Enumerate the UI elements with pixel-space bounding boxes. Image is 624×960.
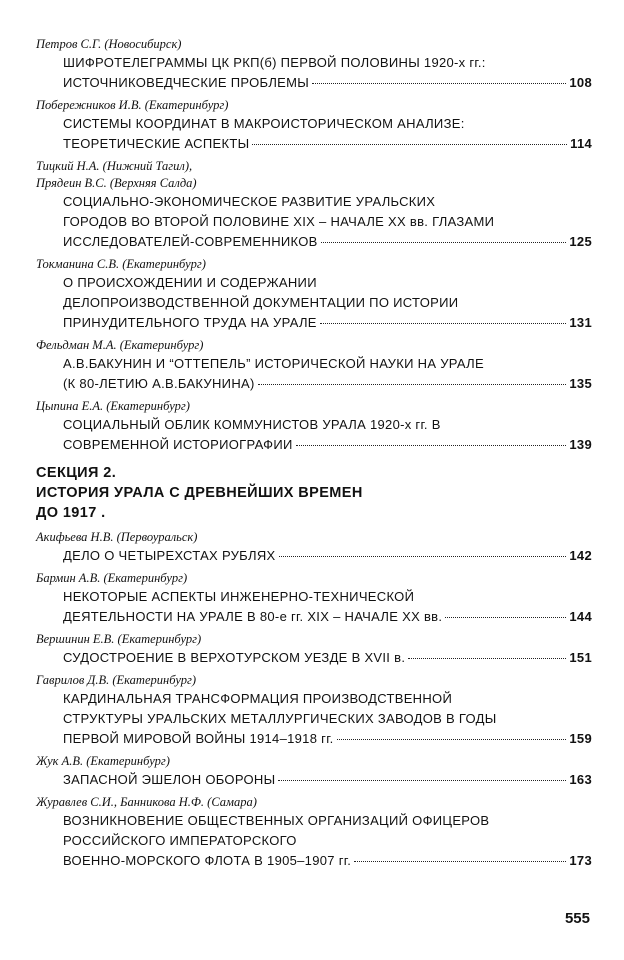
dot-leader xyxy=(354,861,566,862)
toc-entry xyxy=(36,529,592,566)
entry-title-line: (К 80-ЛЕТИЮ А.В.БАКУНИНА) xyxy=(63,376,255,391)
entry-author: Побережников И.В. (Екатеринбург) xyxy=(36,98,229,112)
entry-author: Токманина С.В. (Екатеринбург) xyxy=(36,257,206,271)
entry-title-line: ТЕОРЕТИЧЕСКИЕ АСПЕКТЫ xyxy=(63,136,250,151)
entry-title-line: ЗАПАСНОЙ ЭШЕЛОН ОБОРОНЫ xyxy=(63,772,276,787)
dot-leader xyxy=(337,739,567,740)
entry-title-last-line xyxy=(63,648,592,668)
section-title-line: ИСТОРИЯ УРАЛА С ДРЕВНЕЙШИХ ВРЕМЕН xyxy=(36,485,363,501)
section-title-line: ДО 1917 . xyxy=(36,505,106,521)
toc-entry xyxy=(36,158,592,252)
toc-entry xyxy=(36,631,592,668)
toc-entry xyxy=(36,672,592,749)
entry-author: Тицкий Н.А. (Нижний Тагил), xyxy=(36,159,193,173)
entry-title xyxy=(36,192,592,252)
toc-entry xyxy=(36,398,592,455)
entry-title xyxy=(36,354,592,394)
entry-title-line: ГОРОДОВ ВО ВТОРОЙ ПОЛОВИНЕ XIX – НАЧАЛЕ XX вв. ГЛАЗАМИ xyxy=(63,214,495,229)
toc-entry xyxy=(36,753,592,790)
dot-leader xyxy=(252,144,567,145)
entry-title-line: СИСТЕМЫ КООРДИНАТ В МАКРОИСТОРИЧЕСКОМ АНАЛИЗЕ: xyxy=(63,116,465,131)
entry-page-number: 144 xyxy=(569,609,592,624)
entry-author: Гаврилов Д.В. (Екатеринбург) xyxy=(36,673,196,687)
entry-title-last-line xyxy=(63,232,592,252)
entry-page-number: 159 xyxy=(569,731,592,746)
entry-title xyxy=(36,689,592,749)
entry-page-number: 142 xyxy=(569,548,592,563)
page-number: 555 xyxy=(564,910,590,927)
entry-author: Акифьева Н.В. (Первоуральск) xyxy=(36,530,198,544)
entry-title xyxy=(36,415,592,455)
entry-title-line: НЕКОТОРЫЕ АСПЕКТЫ ИНЖЕНЕРНО-ТЕХНИЧЕСКОЙ xyxy=(63,589,415,604)
entry-title-line: СОЦИАЛЬНЫЙ ОБЛИК КОММУНИСТОВ УРАЛА 1920-х гг. В xyxy=(63,417,441,432)
entry-page-number: 108 xyxy=(569,75,592,90)
entry-title-line: ИСТОЧНИКОВЕДЧЕСКИЕ ПРОБЛЕМЫ xyxy=(63,75,310,90)
entry-author: Петров С.Г. (Новосибирск) xyxy=(36,37,182,51)
dot-leader xyxy=(445,617,566,618)
entry-title xyxy=(36,273,592,333)
entry-title-line: ВОЕННО-МОРСКОГО ФЛОТА В 1905–1907 гг. xyxy=(63,853,352,868)
entry-author: Жук А.В. (Екатеринбург) xyxy=(36,754,170,768)
entry-page-number: 173 xyxy=(569,853,592,868)
entry-title-line: КАРДИНАЛЬНАЯ ТРАНСФОРМАЦИЯ ПРОИЗВОДСТВЕННОЙ xyxy=(63,691,453,706)
entry-title xyxy=(36,648,592,668)
entry-page-number: 131 xyxy=(569,315,592,330)
entry-author: Бармин А.В. (Екатеринбург) xyxy=(36,571,188,585)
entry-title-line: СТРУКТУРЫ УРАЛЬСКИХ МЕТАЛЛУРГИЧЕСКИХ ЗАВОДОВ В ГОДЫ xyxy=(63,711,497,726)
entry-page-number: 163 xyxy=(569,772,592,787)
dot-leader xyxy=(312,83,566,84)
section-number: СЕКЦИЯ 2. xyxy=(36,465,117,481)
entry-title-line: О ПРОИСХОЖДЕНИИ И СОДЕРЖАНИИ xyxy=(63,275,317,290)
entry-title-line: ВОЗНИКНОВЕНИЕ ОБЩЕСТВЕННЫХ ОРГАНИЗАЦИЙ ОФИЦЕРОВ xyxy=(63,813,490,828)
entry-title-last-line xyxy=(63,435,592,455)
dot-leader xyxy=(320,323,567,324)
toc-entry xyxy=(36,36,592,93)
entries-group-b xyxy=(36,529,592,871)
entry-page-number: 151 xyxy=(569,650,592,665)
toc-entry xyxy=(36,570,592,627)
dot-leader xyxy=(321,242,567,243)
toc-entry xyxy=(36,337,592,394)
toc-entry xyxy=(36,97,592,154)
entry-page-number: 135 xyxy=(569,376,592,391)
entry-title-line: А.В.БАКУНИН И “ОТТЕПЕЛЬ” ИСТОРИЧЕСКОЙ НАУКИ НА УРАЛЕ xyxy=(63,356,484,371)
entry-author: Журавлев С.И., Банникова Н.Ф. (Самара) xyxy=(36,795,257,809)
entry-title-line: ИССЛЕДОВАТЕЛЕЙ-СОВРЕМЕННИКОВ xyxy=(63,234,318,249)
entry-title-line: СОЦИАЛЬНО-ЭКОНОМИЧЕСКОЕ РАЗВИТИЕ УРАЛЬСКИХ xyxy=(63,194,436,209)
toc-entry xyxy=(36,794,592,871)
entry-title-line: ДЕЛОПРОИЗВОДСТВЕННОЙ ДОКУМЕНТАЦИИ ПО ИСТОРИИ xyxy=(63,295,459,310)
entry-title-line: ПРИНУДИТЕЛЬНОГО ТРУДА НА УРАЛЕ xyxy=(63,315,317,330)
entry-title-line: СУДОСТРОЕНИЕ В ВЕРХОТУРСКОМ УЕЗДЕ В XVII в. xyxy=(63,650,406,665)
entry-title xyxy=(36,114,592,154)
entry-title xyxy=(36,53,592,93)
entry-title-line: ШИФРОТЕЛЕГРАММЫ ЦК РКП(б) ПЕРВОЙ ПОЛОВИНЫ 1920-х гг.: xyxy=(63,55,486,70)
entry-title-last-line xyxy=(63,374,592,394)
entry-title xyxy=(36,770,592,790)
entry-title-last-line xyxy=(63,607,592,627)
entry-title xyxy=(36,811,592,871)
entry-title-line: РОССИЙСКОГО ИМПЕРАТОРСКОГО xyxy=(63,833,297,848)
entry-author: Фельдман М.А. (Екатеринбург) xyxy=(36,338,204,352)
section-heading xyxy=(36,463,592,523)
dot-leader xyxy=(408,658,566,659)
entry-title-last-line xyxy=(63,313,592,333)
entry-page-number: 139 xyxy=(569,437,592,452)
table-of-contents xyxy=(36,36,592,875)
entry-title-last-line xyxy=(63,729,592,749)
entry-author: Прядеин В.С. (Верхняя Салда) xyxy=(36,176,197,190)
dot-leader xyxy=(279,556,567,557)
entry-author: Цыпина Е.А. (Екатеринбург) xyxy=(36,399,190,413)
entry-title-last-line xyxy=(63,73,592,93)
entry-page-number: 114 xyxy=(570,136,592,151)
dot-leader xyxy=(258,384,567,385)
entry-title xyxy=(36,587,592,627)
entry-title-line: ПЕРВОЙ МИРОВОЙ ВОЙНЫ 1914–1918 гг. xyxy=(63,731,334,746)
entry-title-last-line xyxy=(63,134,592,154)
entry-title-last-line xyxy=(63,851,592,871)
entry-page-number: 125 xyxy=(569,234,592,249)
dot-leader xyxy=(296,445,567,446)
entry-title-last-line xyxy=(63,546,592,566)
dot-leader xyxy=(278,780,566,781)
entry-title-line: ДЕЯТЕЛЬНОСТИ НА УРАЛЕ В 80-е гг. XIX – НАЧАЛЕ XX вв. xyxy=(63,609,443,624)
entry-title-line: ДЕЛО О ЧЕТЫРЕХСТАХ РУБЛЯХ xyxy=(63,548,276,563)
entry-title-line: СОВРЕМЕННОЙ ИСТОРИОГРАФИИ xyxy=(63,437,293,452)
entry-author: Вершинин Е.В. (Екатеринбург) xyxy=(36,632,202,646)
entry-title xyxy=(36,546,592,566)
entry-title-last-line xyxy=(63,770,592,790)
toc-entry xyxy=(36,256,592,333)
entries-group-a xyxy=(36,36,592,455)
